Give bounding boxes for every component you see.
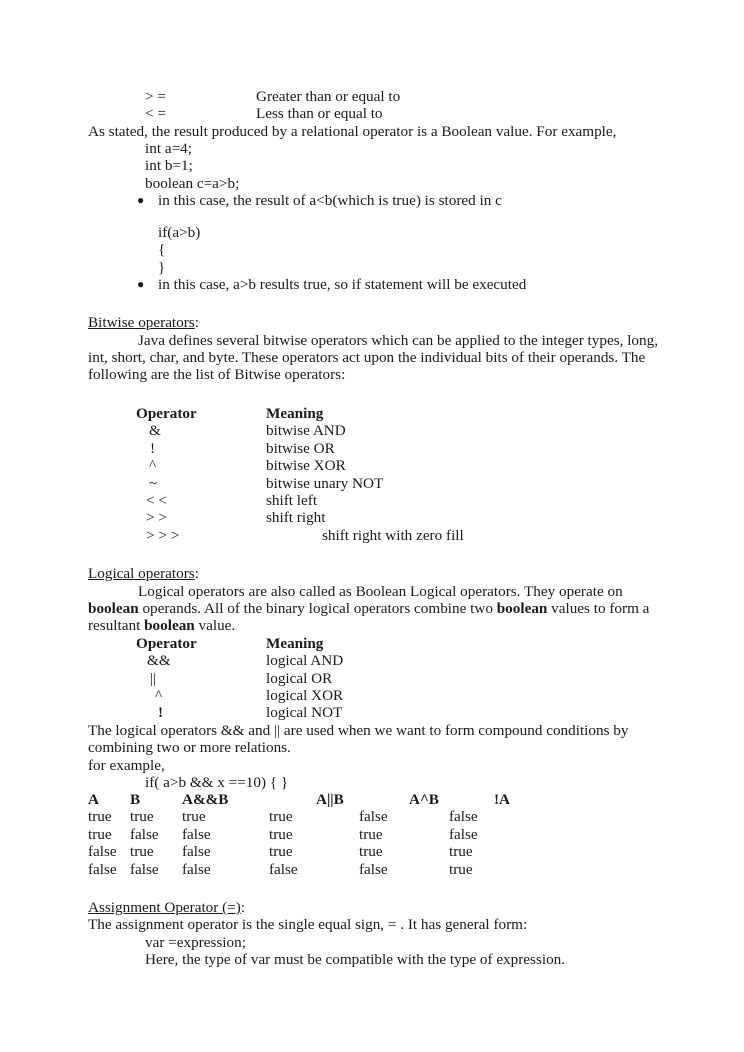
- section-heading-bitwise: [88, 314, 666, 331]
- relational-row: [88, 88, 666, 105]
- cell-a: false: [88, 860, 117, 878]
- column-header-b: B: [130, 791, 141, 808]
- assignment-line-3: Here, the type of var must be compatible with the type of expression.: [145, 951, 566, 969]
- operator-meaning: bitwise AND: [266, 422, 346, 440]
- logical-intro-part1: Logical operators are also called as Boolean Logical operators. They operate on: [138, 582, 623, 600]
- table-row: [88, 527, 666, 544]
- table-row: [88, 704, 666, 721]
- operator-symbol: &: [149, 422, 161, 440]
- cell-b: false: [130, 860, 159, 878]
- operator-symbol: ^: [155, 686, 163, 704]
- operator-meaning: shift left: [266, 491, 318, 509]
- cell-not: true: [449, 860, 473, 878]
- relational-row: [88, 105, 666, 122]
- column-header-meaning: Meaning: [266, 404, 324, 422]
- column-header-meaning: Meaning: [266, 634, 324, 652]
- cell-a: true: [88, 825, 112, 843]
- table-row: [88, 492, 666, 509]
- logical-example-code: if( a>b && x ==10) { }: [145, 773, 289, 791]
- cell-or: false: [269, 860, 298, 878]
- bitwise-intro: [88, 332, 666, 384]
- spacer: [88, 878, 666, 899]
- bullet-icon: ●: [137, 192, 145, 207]
- cell-b: true: [130, 843, 154, 861]
- cell-b: false: [130, 825, 159, 843]
- cell-xor: true: [359, 825, 383, 843]
- section-heading-colon: :: [194, 565, 199, 583]
- logical-intro-bold3: boolean: [144, 617, 195, 635]
- section-heading-assignment: [88, 899, 666, 916]
- logical-note: [88, 722, 666, 757]
- spacer: [88, 209, 666, 224]
- table-row: [88, 843, 666, 860]
- list-item: [88, 192, 666, 209]
- logical-note-bold: ||: [274, 721, 281, 739]
- operator-symbol: < <: [146, 491, 167, 509]
- cell-and: false: [182, 825, 211, 843]
- cell-a: false: [88, 843, 117, 861]
- table-row: [88, 826, 666, 843]
- code-line: if(a>b): [158, 224, 201, 242]
- section-heading-text: Logical operators: [88, 565, 195, 583]
- column-header-a-and-b: A&&B: [182, 791, 229, 808]
- operator-symbol: ^: [149, 457, 157, 475]
- code-line: int a=4;: [145, 140, 192, 158]
- list-item-label: in this case, a>b results true, so if statement will be executed: [158, 275, 527, 293]
- table-row: [88, 687, 666, 704]
- table-row: [88, 670, 666, 687]
- assignment-line-2: var =expression;: [145, 933, 246, 951]
- assignment-line-1: The assignment operator is the single equal sign, = . It has general form:: [88, 916, 528, 934]
- table-row: [88, 475, 666, 492]
- cell-or: true: [269, 843, 293, 861]
- column-header-a-or-b: A||B: [316, 791, 344, 808]
- if-code-block: [88, 224, 666, 276]
- bullet-icon: ●: [137, 276, 145, 291]
- operator-meaning: logical AND: [266, 652, 344, 670]
- table-row: [88, 652, 666, 669]
- relational-symbol: < =: [145, 105, 166, 123]
- table-row: [88, 457, 666, 474]
- table-row: [88, 422, 666, 439]
- relational-meaning: Greater than or equal to: [256, 88, 401, 105]
- truth-table: [88, 791, 666, 878]
- operator-meaning: logical OR: [266, 669, 333, 687]
- list-item-label: in this case, the result of a<b(which is true) is stored in c: [158, 191, 502, 209]
- operator-symbol: !: [158, 704, 164, 722]
- logical-intro-part2: operands. All of the binary logical operators combine two: [138, 599, 497, 617]
- operator-meaning: shift right: [266, 509, 326, 527]
- logical-intro-bold2: boolean: [496, 599, 548, 617]
- cell-or: true: [269, 808, 293, 826]
- operator-meaning: shift right with zero fill: [322, 526, 464, 544]
- logical-intro-part4: value.: [194, 617, 236, 635]
- cell-and: false: [182, 843, 211, 861]
- operator-symbol: ~: [149, 474, 158, 492]
- relational-operator-list: [88, 88, 666, 123]
- table-row: [88, 440, 666, 457]
- operator-symbol: &&: [147, 652, 171, 670]
- section-heading-logical: [88, 565, 666, 582]
- operator-symbol: > >: [146, 509, 167, 527]
- spacer: [88, 544, 666, 565]
- operator-meaning: logical XOR: [266, 686, 344, 704]
- column-header-operator: Operator: [136, 404, 197, 422]
- for-example-label: for example,: [88, 756, 165, 774]
- cell-a: true: [88, 808, 112, 826]
- operator-symbol: ||: [150, 669, 157, 687]
- cell-xor: false: [359, 860, 388, 878]
- spacer: [88, 384, 666, 405]
- relational-meaning: Less than or equal to: [256, 105, 383, 123]
- operator-meaning: bitwise XOR: [266, 457, 346, 475]
- relational-code-block: [88, 140, 666, 192]
- section-heading-colon: :: [194, 314, 199, 332]
- cell-and: false: [182, 860, 211, 878]
- logical-operator-table: [88, 635, 666, 722]
- bitwise-intro-first-line: Java defines several bitwise operators which can be applied to the integer types, long,: [138, 331, 659, 349]
- operator-meaning: bitwise unary NOT: [266, 474, 384, 492]
- cell-and: true: [182, 808, 206, 826]
- section-heading-text: Assignment Operator (=): [88, 899, 241, 917]
- relational-symbol: > =: [145, 88, 166, 105]
- cell-not: false: [449, 808, 478, 826]
- table-row: [88, 808, 666, 825]
- cell-not: false: [449, 825, 478, 843]
- document-body: [88, 88, 666, 968]
- logical-note-part1: The logical operators && and: [88, 721, 274, 739]
- code-line: int b=1;: [145, 157, 193, 175]
- relational-note: As stated, the result produced by a relational operator is a Boolean value. For example,: [88, 122, 617, 140]
- cell-xor: false: [359, 808, 388, 826]
- logical-intro-part3: values to form a resultant: [88, 599, 650, 635]
- logical-intro: [88, 583, 666, 635]
- list-item: [88, 276, 666, 293]
- column-header-operator: Operator: [136, 634, 197, 652]
- table-header-row: [88, 405, 666, 422]
- section-heading-colon: :: [240, 899, 246, 917]
- table-header-row: [88, 635, 666, 652]
- cell-or: true: [269, 825, 293, 843]
- code-line: }: [158, 258, 166, 276]
- code-line: boolean c=a>b;: [145, 174, 240, 192]
- table-row: [88, 509, 666, 526]
- bitwise-intro-rest: int, short, char, and byte. These operators act upon the individual bits of their operands. The following are the list of Bitwise operators:: [88, 349, 646, 384]
- cell-not: true: [449, 843, 473, 861]
- cell-xor: true: [359, 843, 383, 861]
- section-heading-text: Bitwise operators: [88, 314, 195, 332]
- operator-meaning: logical NOT: [266, 704, 343, 722]
- logical-note-part2: are used when we want to form compound conditions by combining two or more relations.: [88, 721, 629, 757]
- column-header-not-a: !A: [494, 791, 511, 808]
- operator-symbol: !: [150, 439, 156, 457]
- operator-symbol: > > >: [146, 526, 180, 544]
- column-header-a: A: [88, 791, 99, 808]
- table-header-row: [88, 791, 666, 808]
- table-row: [88, 861, 666, 878]
- operator-meaning: bitwise OR: [266, 439, 335, 457]
- column-header-a-xor-b: A^B: [409, 791, 439, 808]
- cell-b: true: [130, 808, 154, 826]
- bitwise-operator-table: [88, 405, 666, 544]
- spacer: [88, 293, 666, 314]
- logical-intro-bold1: boolean: [88, 599, 139, 617]
- code-line: {: [158, 241, 166, 259]
